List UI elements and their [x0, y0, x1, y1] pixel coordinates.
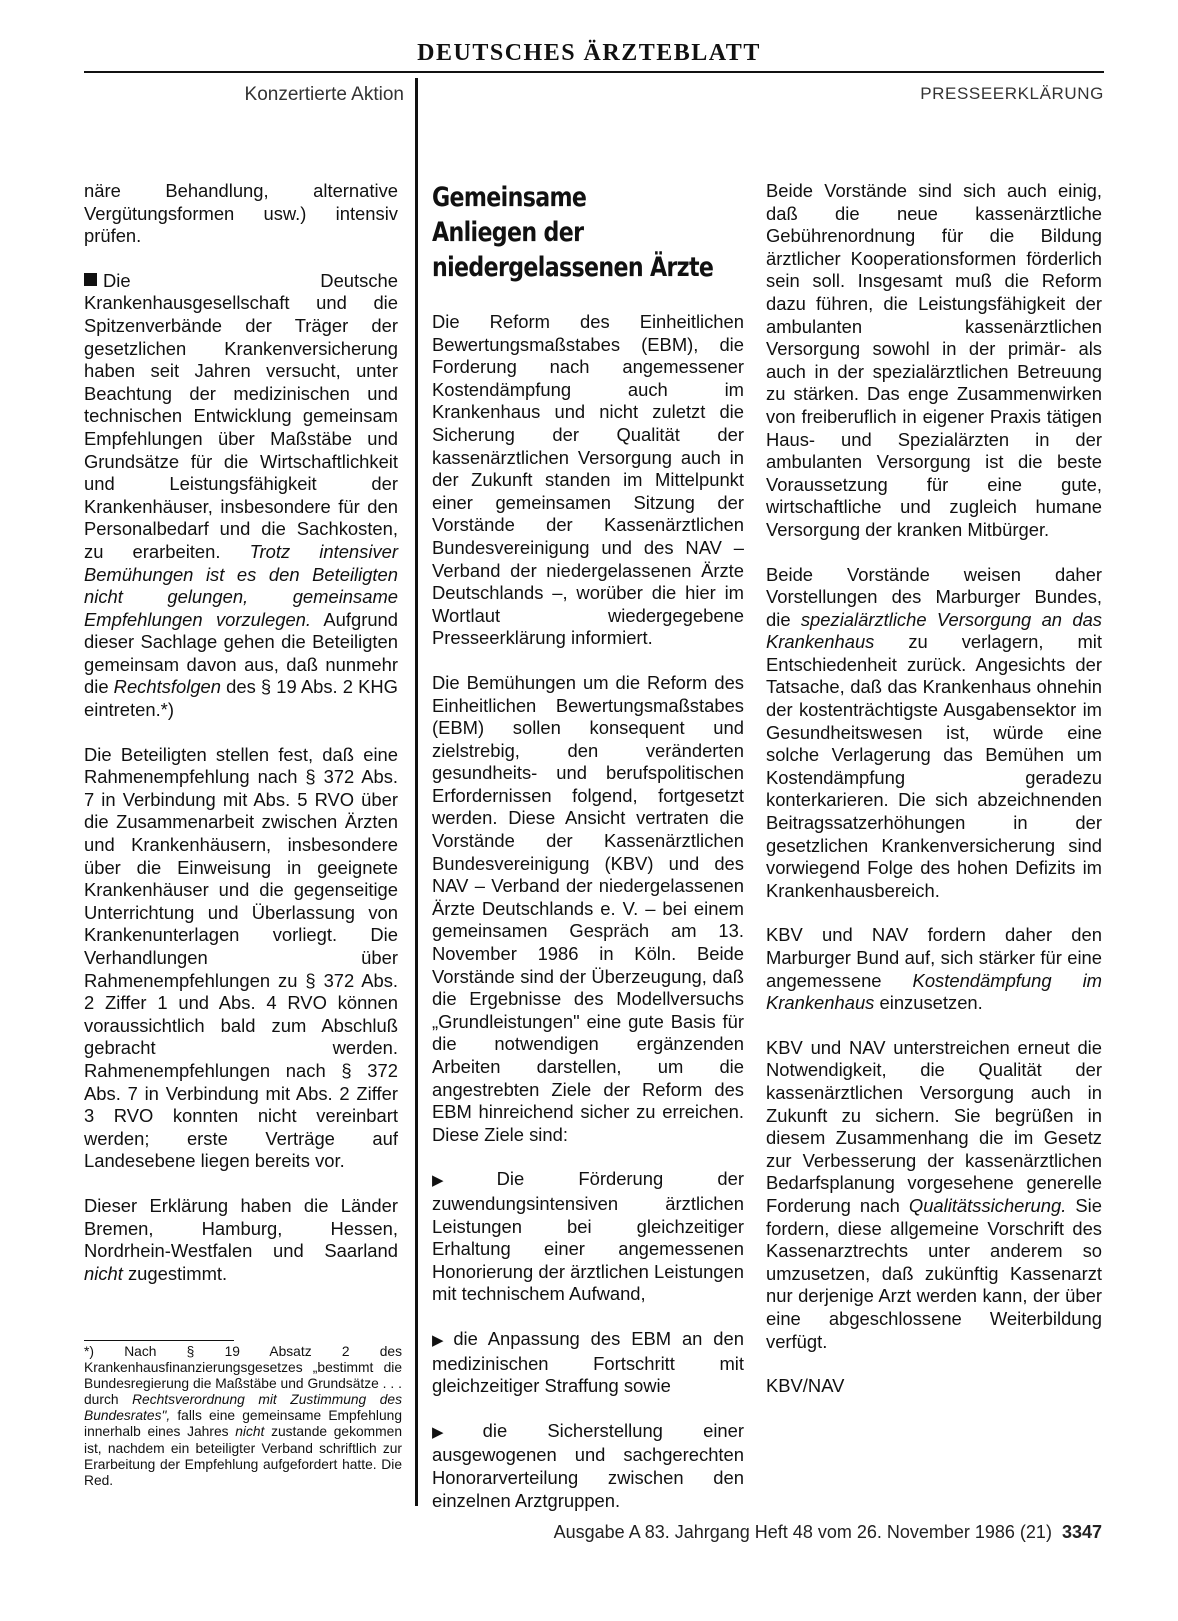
bullet-item: ▶ die Anpassung des EBM an den medizinischen Fortschritt mit gleichzeitiger Straffung sowie: [432, 1327, 744, 1397]
left-column: [84, 180, 398, 1307]
paragraph: KBV und NAV fordern daher den Marburger Bund auf, sich stärker für eine angemessene Kostendämpfung im Krankenhaus einzusetzen.: [766, 924, 1102, 1014]
article-headline: Gemeinsame Anliegen der niedergelassenen Ärzte: [432, 182, 714, 283]
masthead: DEUTSCHES ÄRZTEBLATT: [417, 40, 761, 66]
header-rule: [84, 71, 1104, 73]
column-divider: [415, 78, 418, 1506]
right-column: [766, 180, 1102, 1420]
lead-paragraph: Die Reform des Einheitlichen Bewertungsmaßstabes (EBM), die Forderung nach angemessener Kostendämpfung auch im Krankenhaus und nicht zuletzt die Sicherung der Qualität der kassenärztlichen Versorgung auch in der Zukunft standen im Mittelpunkt einer gemeinsamen Sitzung der Vorstände der Kassenärztlichen Bundesvereinigung und des NAV – Verband der niedergelassenen Ärzte Deutschlands –, worüber die hier im Wortlaut wiedergegebene Presseerklärung informiert.: [432, 311, 744, 649]
paragraph: Beide Vorstände sind sich auch einig, daß die neue kassenärztliche Gebührenordnung für die Bildung ärztlicher Kooperationsformen förderlich sein soll. Insgesamt muß die Reform dazu führen, die Leistungsfähigkeit der ambulanten kassenärztlichen Versorgung sowohl in der primär- als auch in der spezialärztlichen Betreuung zu stärken. Das enge Zusammenwirken von freiberuflich in eigener Praxis tätigen Haus- und Spezialärzten in der ambulanten Versorgung ist die beste Voraussetzung für eine gute, wirtschaftliche und zugleich humane Versorgung der kranken Mitbürger.: [766, 180, 1102, 540]
footnote: *) Nach § 19 Absatz 2 des Krankenhausfinanzierungsgesetzes „bestimmt die Bundesregierung die Maßstäbe und Grundsätze . . . durch Rechtsverordnung mit Zustimmung des Bundesrates", falls eine gemeinsame Empfehlung innerhalb eines Jahres nicht zustande gekommen ist, nachdem ein beteiligter Verband schriftlich zur Erarbeitung der Empfehlung aufgefordert hatte. Die Red.: [84, 1344, 403, 1488]
bullet-item: ▶ die Sicherstellung einer ausgewogenen und sachgerechten Honorarverteilung zwischen den einzelnen Arztgruppen.: [432, 1419, 744, 1511]
paragraph: Die Bemühungen um die Reform des Einheitlichen Bewertungsmaßstabes (EBM) sollen konsequent und zielstrebig, den veränderten gesundheits- und berufspolitischen Erfordernissen folgend, fortgesetzt werden. Diese Ansicht vertraten die Vorstände der Kassenärztlichen Bundesvereinigung (KBV) und des NAV – Verband der niedergelassenen Ärzte Deutschlands e. V. – bei einem gemeinsamen Gespräch am 13. November 1986 in Köln. Beide Vorstände sind der Überzeugung, daß die Ergebnisse des Modellversuchs „Grundleistungen" eine gute Basis für die notwendigen ergänzenden Arbeiten darstellen, um die angestrebten Ziele der Reform des EBM hinreichend sicher zu erreichen. Diese Ziele sind:: [432, 671, 744, 1145]
paragraph: Beide Vorstände weisen daher Vorstellungen des Marburger Bundes, die spezialärztliche Versorgung an das Krankenhaus zu verlagern, mit Entschiedenheit zurück. Angesichts der Tatsache, daß das Krankenhaus ohnehin der kostenträchtigste Ausgabensektor im Gesundheitswesen ist, würde eine solche Verlagerung das Bemühen um Kostendämpfung geradezu konterkarieren. Die sich abzeichnenden Beitragssatzerhöhungen in der gesetzlichen Krankenversicherung sind vorwiegend Folge des hohen Defizits im Krankenhausbereich.: [766, 563, 1102, 901]
triangle-bullet-icon: ▶: [432, 1423, 479, 1441]
section-label-left: Konzertierte Aktion: [244, 84, 404, 105]
paragraph: Die Deutsche Krankenhausgesellschaft und die Spitzenverbände der Träger der gesetzlichen Krankenversicherung haben seit Jahren versucht, unter Beachtung der medizinischen und technischen Entwicklung gemeinsam Empfehlungen über Maßstäbe und Grundsätze für die Wirtschaftlichkeit und Leistungsfähigkeit der Krankenhäuser, insbesondere für den Personalbedarf und die Sachkosten, zu erarbeiten. Trotz intensiver Bemühungen ist es den Beteiligten nicht gelungen, gemeinsame Empfehlungen vorzulegen. Aufgrund dieser Sachlage gehen die Beteiligten gemeinsam davon aus, daß nunmehr die Rechtsfolgen des § 19 Abs. 2 KHG eintreten.*): [84, 269, 398, 721]
square-bullet-icon: [84, 273, 97, 286]
middle-column: [432, 180, 744, 1534]
paragraph: KBV und NAV unterstreichen erneut die Notwendigkeit, die Qualität der kassenärztlichen Versorgung auch in Zukunft zu sichern. Sie begrüßen in diesem Zusammenhang die im Gesetz zur Verbesserung der kassenärztlichen Bedarfsplanung vorgesehene generelle Forderung nach Qualitätssicherung. Sie fordern, diese allgemeine Vorschrift des Kassenarztrechts unter anderem so umzusetzen, daß zukünftig Kassenarzt nur derjenige Arzt werden kann, der über eine abgeschlossene Weiterbildung verfügt.: [766, 1036, 1102, 1352]
page-number: 3347: [1061, 1522, 1102, 1542]
footnote-rule: [84, 1340, 234, 1341]
section-label-right: PRESSEERKLÄRUNG: [920, 84, 1104, 103]
paragraph: Die Beteiligten stellen fest, daß eine Rahmenempfehlung nach § 372 Abs. 7 in Verbindung mit Abs. 5 RVO über die Zusammenarbeit zwischen Ärzten und Krankenhäusern, insbesondere über die Einweisung in geeignete Krankenhäuser und die gegenseitige Unterrichtung und Überlassung von Krankenunterlagen vorliegt. Die Verhandlungen über Rahmenempfehlungen zu § 372 Abs. 2 Ziffer 1 und Abs. 4 RVO können voraussichtlich bald zum Abschluß gebracht werden. Rahmenempfehlungen nach § 372 Abs. 7 in Verbindung mit Abs. 2 Ziffer 3 RVO konnten nicht vereinbart werden; erste Verträge auf Landesebene liegen bereits vor.: [84, 743, 398, 1172]
triangle-bullet-icon: ▶: [432, 1172, 493, 1190]
paragraph: Dieser Erklärung haben die Länder Bremen, Hamburg, Hessen, Nordrhein-Westfalen und Saarland nicht zugestimmt.: [84, 1194, 398, 1284]
page-footer: Ausgabe A 83. Jahrgang Heft 48 vom 26. November 1986 (21) 3347: [553, 1522, 1102, 1542]
signature: KBV/NAV: [766, 1375, 845, 1397]
triangle-bullet-icon: ▶: [432, 1331, 450, 1349]
paragraph: näre Behandlung, alternative Vergütungsformen usw.) intensiv prüfen.: [84, 180, 398, 247]
bullet-item: ▶ Die Förderung der zuwendungsintensiven ärztlichen Leistungen bei gleichzeitiger Erhaltung einer angemessenen Honorierung der ärztlichen Leistungen mit technischem Aufwand,: [432, 1168, 744, 1305]
